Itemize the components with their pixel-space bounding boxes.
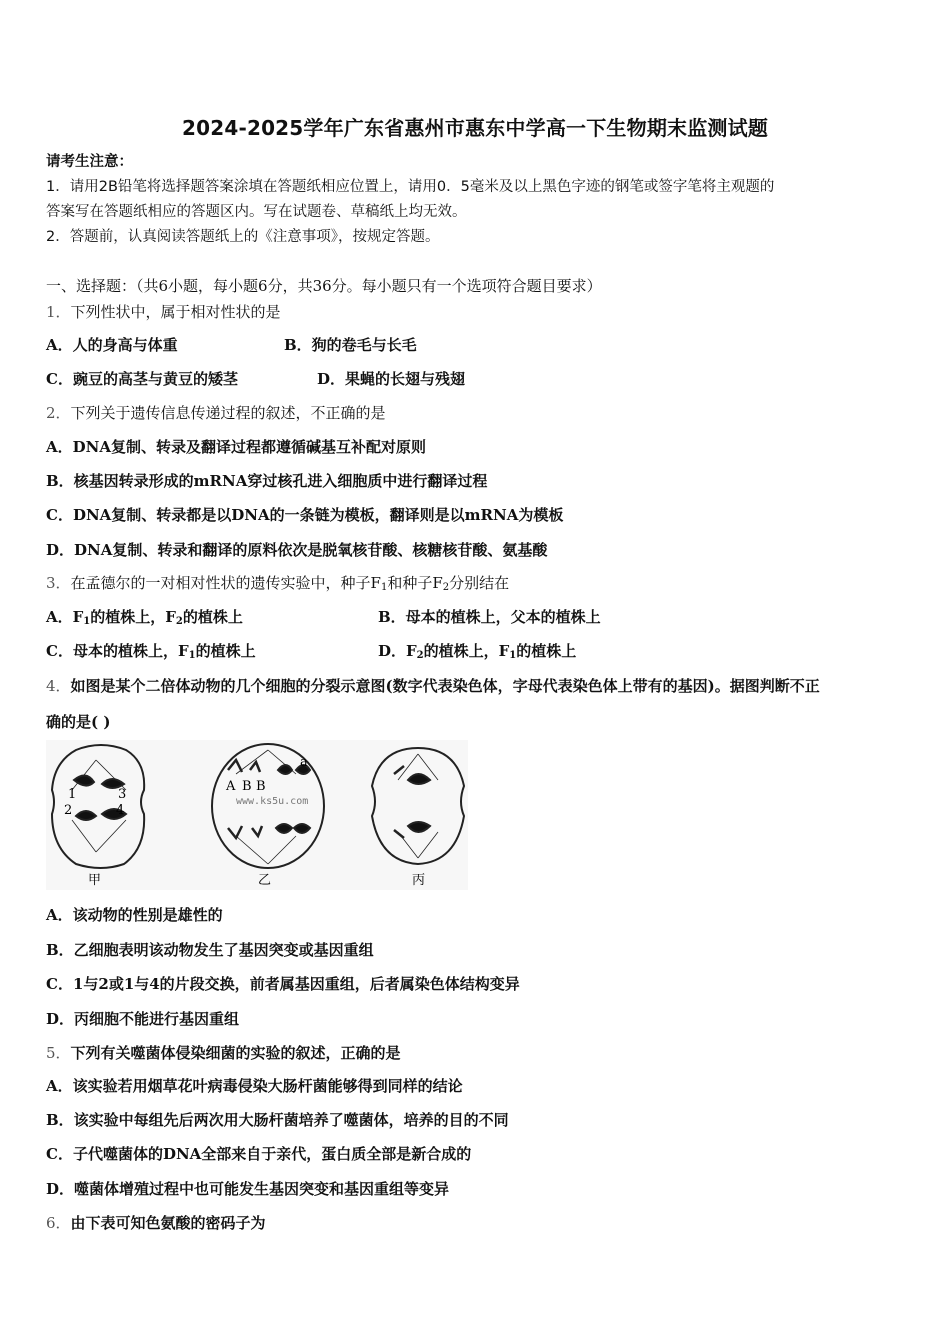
q4-option-b[interactable]: B．乙细胞表明该动物发生了基因突变或基因重组 [46, 941, 374, 959]
question-3 [46, 573, 509, 598]
section-heading: 一、选择题：（共6小题，每小题6分，共36分。每小题只有一个选项符合题目要求） [46, 277, 602, 295]
q3-option-d[interactable] [378, 641, 576, 666]
q5-option-c[interactable]: C．子代噬菌体的DNA全部来自于亲代，蛋白质全部是新合成的 [46, 1145, 472, 1163]
q5-option-b[interactable]: B．该实验中每组先后两次用大肠杆菌培养了噬菌体，培养的目的不同 [46, 1111, 509, 1129]
option-text: D．F [378, 642, 417, 660]
subscript: 1 [509, 650, 517, 661]
question-2 [46, 403, 386, 423]
gene-a-upper: A [226, 779, 236, 794]
cell-label-bing: 丙 [412, 873, 426, 888]
cell-label-jia: 甲 [88, 873, 102, 888]
question-stem: 下列有关噬菌体侵染细菌的实验的叙述，正确的是 [70, 1044, 401, 1062]
option-text: A．F [46, 608, 84, 626]
q4-option-c[interactable]: C．1与2或1与4的片段交换，前者属基因重组，后者属染色体结构变异 [46, 975, 520, 993]
q3-option-a[interactable] [46, 607, 243, 632]
q5-option-a[interactable]: A．该实验若用烟草花叶病毒侵染大肠杆菌能够得到同样的结论 [46, 1077, 463, 1095]
question-number: 4． [46, 677, 71, 695]
subscript: 2 [175, 616, 183, 627]
notice-item-2: 2．答题前，认真阅读答题纸上的《注意事项》，按规定答题。 [46, 229, 440, 245]
subscript: 1 [188, 650, 196, 661]
chromosome-number-4: 4 [116, 803, 125, 818]
q4-option-d[interactable]: D．丙细胞不能进行基因重组 [46, 1010, 240, 1028]
question-stem: 下列性状中，属于相对性状的是 [70, 303, 281, 321]
question-stem: 下列关于遗传信息传递过程的叙述，不正确的是 [70, 404, 386, 422]
gene-a-lower: a [300, 755, 308, 770]
question-number: 1． [46, 303, 71, 321]
q2-option-a[interactable]: A．DNA复制、转录及翻译过程都遵循碱基互补配对原则 [46, 438, 426, 456]
question-number: 6． [46, 1214, 71, 1232]
chromosome-number-3: 3 [118, 787, 127, 802]
q3-option-b[interactable]: B．母本的植株上，父本的植株上 [378, 608, 601, 626]
question-stem: 由下表可知色氨酸的密码子为 [70, 1214, 266, 1232]
question-6 [46, 1213, 266, 1233]
option-text: 的植株上，F [90, 608, 176, 626]
subscript: 1 [83, 616, 91, 627]
question-stem: 在孟德尔的一对相对性状的遗传实验中，种子F [70, 574, 381, 592]
option-text: 的植株上，F [423, 642, 510, 660]
chromosome-number-1: 1 [68, 787, 77, 802]
q5-option-d[interactable]: D．噬菌体增殖过程中也可能发生基因突变和基因重组等变异 [46, 1180, 450, 1198]
q1-option-a[interactable]: A．人的身高与体重 [46, 336, 178, 354]
q1-option-d[interactable]: D．果蝇的长翅与残翅 [317, 370, 466, 388]
page-title: 2024-2025学年广东省惠州市惠东中学高一下生物期末监测试题 [181, 116, 769, 140]
gene-b-second: B [256, 779, 266, 794]
question-5 [46, 1043, 401, 1063]
question-number: 2． [46, 404, 71, 422]
option-text: 的植株上 [195, 642, 256, 660]
question-stem: 和种子F [387, 574, 443, 592]
subscript: 2 [416, 650, 424, 661]
question-4-stem-continued: 确的是( ) [46, 713, 111, 731]
question-1 [46, 302, 281, 322]
notice-item-1-line-1: 1．请用2B铅笔将选择题答案涂填在答题纸相应位置上，请用0．5毫米及以上黑色字迹的钢笔或签字笔将主观题的 [46, 179, 775, 195]
q2-option-d[interactable]: D．DNA复制、转录和翻译的原料依次是脱氧核苷酸、核糖核苷酸、氨基酸 [46, 541, 548, 559]
question-4 [46, 676, 820, 696]
watermark: www.ks5u.com [236, 796, 309, 807]
question-stem: 分别结在 [449, 574, 510, 592]
question-number: 3． [46, 574, 71, 592]
option-text: 的植株上 [182, 608, 243, 626]
q1-option-b[interactable]: B．狗的卷毛与长毛 [284, 336, 417, 354]
option-text: C．母本的植株上，F [46, 642, 189, 660]
subscript: 1 [380, 582, 388, 593]
q1-option-c[interactable]: C．豌豆的高茎与黄豆的矮茎 [46, 370, 238, 388]
subscript: 2 [442, 582, 450, 593]
chromosome-number-2: 2 [64, 803, 73, 818]
q2-option-c[interactable]: C．DNA复制、转录都是以DNA的一条链为模板，翻译则是以mRNA为模板 [46, 506, 564, 524]
notice-heading: 请考生注意： [46, 154, 133, 170]
cell-label-yi: 乙 [258, 873, 272, 888]
q3-option-c[interactable] [46, 641, 256, 666]
gene-b-first: B [242, 779, 252, 794]
notice-item-1-line-2: 答案写在答题纸相应的答题区内。写在试题卷、草稿纸上均无效。 [46, 204, 467, 220]
question-number: 5． [46, 1044, 71, 1062]
q2-option-b[interactable]: B．核基因转录形成的mRNA穿过核孔进入细胞质中进行翻译过程 [46, 472, 488, 490]
option-text: 的植株上 [516, 642, 577, 660]
q4-option-a[interactable]: A．该动物的性别是雄性的 [46, 906, 223, 924]
question-stem: 如图是某个二倍体动物的几个细胞的分裂示意图(数字代表染色体，字母代表染色体上带有的基因)。据图判断不正 [70, 677, 820, 695]
cell-division-figure [46, 740, 468, 890]
